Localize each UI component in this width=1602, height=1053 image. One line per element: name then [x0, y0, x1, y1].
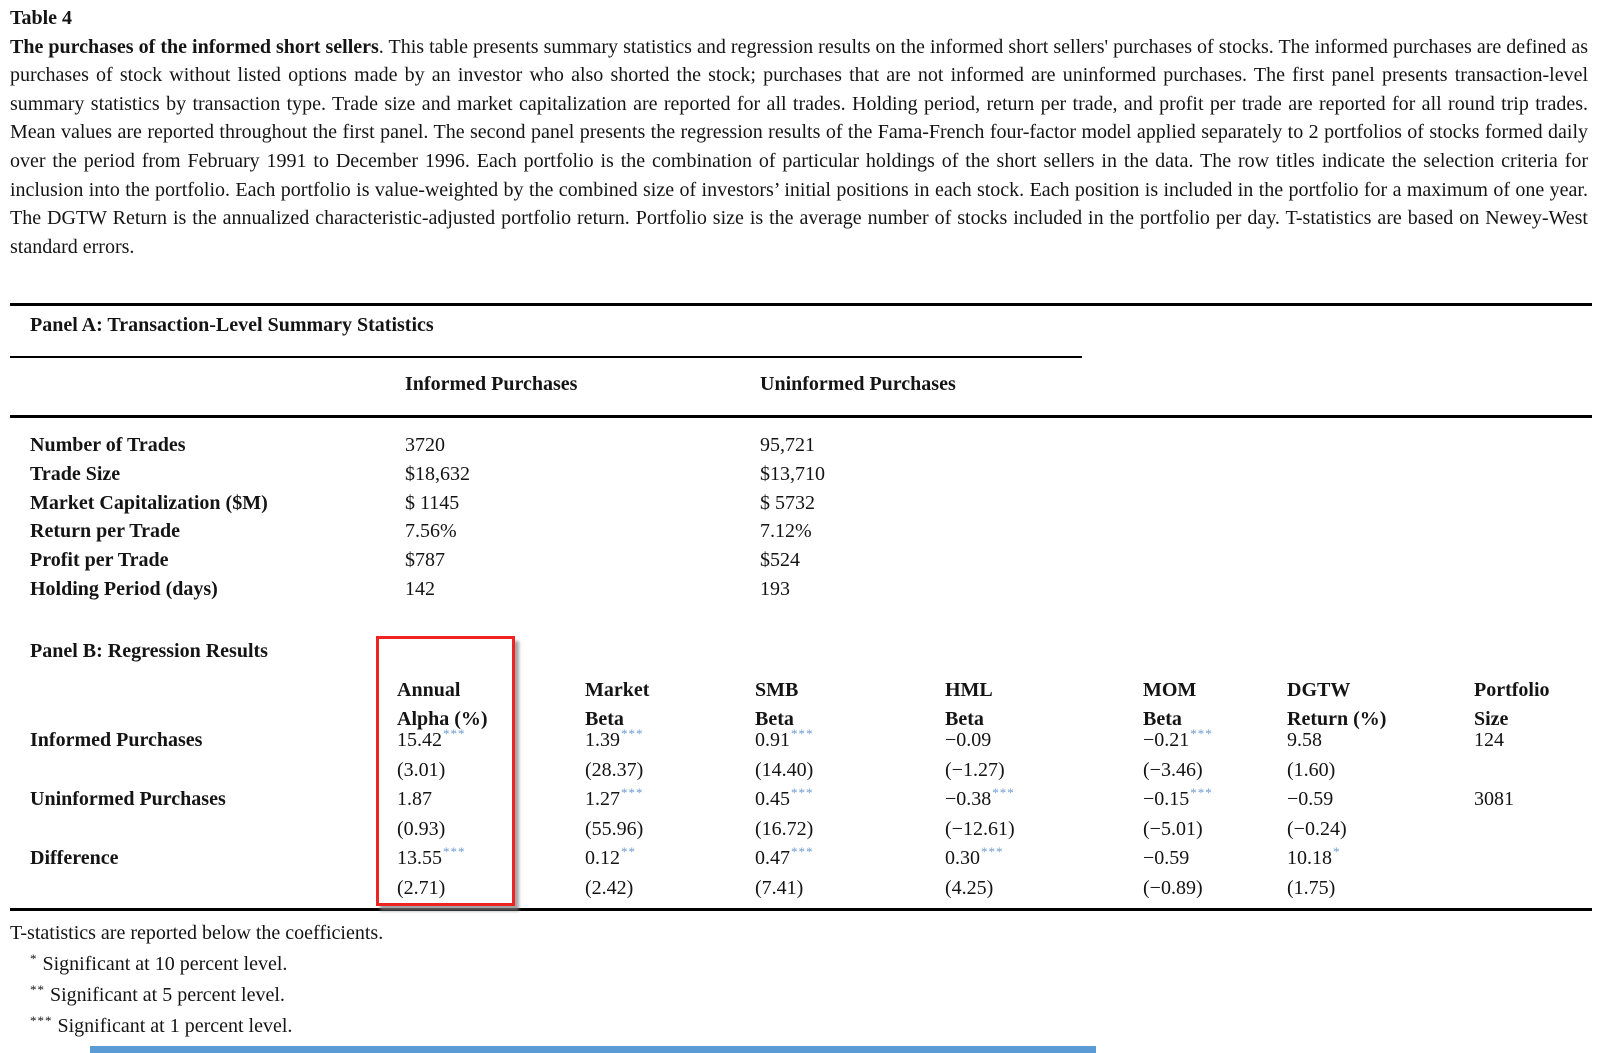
coef-row [30, 785, 1592, 815]
coef-value: 13.55 [397, 847, 442, 869]
row-label: Difference [30, 847, 119, 869]
tstat-note: T-statistics are reported below the coefficients. [10, 922, 384, 944]
column-header [1474, 676, 1592, 733]
uninformed-value-cell: 193 [760, 577, 790, 600]
significance-stars: *** [791, 844, 814, 859]
coef-value: 15.42 [397, 729, 442, 751]
coef-row [30, 726, 1592, 756]
legend-stars: ** [30, 981, 45, 997]
legend-item [30, 1012, 292, 1043]
tstat-cell: (1.60) [1287, 759, 1336, 781]
significance-stars: *** [443, 726, 466, 741]
panel-b-body [30, 726, 1592, 903]
panel-a-header-row [30, 373, 1592, 396]
coef-cell [1143, 726, 1287, 756]
coef-cell [945, 844, 1143, 874]
significance-stars: *** [443, 844, 466, 859]
empty-header-cell [30, 373, 405, 396]
tstat-cell: (1.75) [1287, 877, 1336, 899]
uninformed-purchases-header: Uninformed Purchases [760, 373, 956, 395]
coef-cell [585, 785, 755, 815]
column-header-line2: Beta [585, 707, 624, 730]
column-header [585, 676, 755, 733]
column-header [1143, 676, 1287, 733]
legend-item [30, 981, 292, 1012]
table-number: Table 4 [10, 7, 73, 29]
significance-stars: *** [981, 844, 1004, 859]
tstat-cell: (−12.61) [945, 818, 1015, 840]
uninformed-value-cell: $ 5732 [760, 491, 815, 514]
table-row [30, 575, 1592, 604]
tstat-cell: (0.93) [397, 818, 446, 840]
coef-cell [585, 726, 755, 756]
coef-value: 1.39 [585, 729, 620, 751]
significance-stars: *** [621, 785, 644, 800]
empty-header-cell [30, 676, 397, 733]
coef-cell [1474, 844, 1592, 874]
caption-bold-title: The purchases of the informed short sellers [10, 35, 379, 58]
column-header-line1: Portfolio [1474, 679, 1550, 701]
tstat-cell [1474, 815, 1592, 844]
table-row [30, 489, 1592, 518]
top-rule [10, 303, 1592, 306]
row-label: Return per Trade [30, 520, 180, 543]
table-row [30, 517, 1592, 546]
row-label: Number of Trades [30, 434, 186, 456]
tstat-cell: (−5.01) [1143, 818, 1203, 840]
significance-stars: *** [791, 785, 814, 800]
coef-value: 124 [1474, 729, 1504, 751]
coef-cell [1287, 726, 1474, 756]
coef-value: 1.87 [397, 788, 432, 810]
row-label: Uninformed Purchases [30, 788, 226, 810]
coef-value: 0.45 [755, 788, 790, 810]
legend-stars: *** [30, 1012, 53, 1028]
column-header-line1: Annual [397, 679, 461, 701]
coef-cell [755, 726, 945, 756]
header-rule [10, 415, 1592, 418]
column-header-line1: HML [945, 679, 993, 701]
informed-value-cell: $787 [405, 549, 445, 572]
legend-text: Significant at 10 percent level. [42, 953, 288, 975]
legend-text: Significant at 5 percent level. [50, 983, 285, 1006]
coef-cell [1287, 785, 1474, 815]
empty-cell [30, 756, 397, 785]
column-header-line1: SMB [755, 679, 799, 701]
coef-value: 1.27 [585, 788, 620, 810]
tstat-cell: (3.01) [397, 759, 446, 781]
tstat-row [30, 756, 1592, 785]
coef-value: −0.59 [1143, 847, 1190, 869]
column-header-line2: Beta [755, 707, 794, 730]
panel-a-title: Panel A: Transaction-Level Summary Statistics [30, 314, 434, 336]
uninformed-value-cell: 7.12% [760, 520, 812, 543]
informed-purchases-header: Informed Purchases [405, 373, 578, 395]
legend-item [30, 950, 292, 981]
tstat-row [30, 815, 1592, 844]
row-label: Profit per Trade [30, 549, 169, 572]
table-row [30, 460, 1592, 489]
panel-a-body [30, 431, 1592, 604]
tstat-cell: (16.72) [755, 818, 814, 840]
coef-cell [755, 785, 945, 815]
column-header [1287, 676, 1474, 733]
panel-b-header-row [30, 676, 1592, 733]
column-header [945, 676, 1143, 733]
tstat-cell: (−0.24) [1287, 818, 1347, 840]
table-row [30, 431, 1592, 460]
empty-cell [30, 815, 397, 844]
column-header-line1: Market [585, 679, 650, 701]
caption-text: . This table presents summary statistics and regression results on the informed short sellers' purchases of stocks. The informed purchases are defined as purchases of stock without listed options made by an investor who also shorted the stock; purchases that are not informed are uninformed purchases. The first panel presents transaction-level summary statistics by transaction type. Trade size and market capitalization are reported for all trades. Holding period, return per trade, and profit per trade are reported for all round trip trades. Mean values are reported throughout the first panel. The second panel presents the regression results of the Fama-French four-factor model applied separately to 2 portfolios of stocks formed daily over the period from February 1991 to December 1996. Each portfolio is the combination of particular holdings of the short sellers in the data. The row titles indicate the selection criteria for inclusion into the portfolio. Each portfolio is value-weighted by the combined size of investors’ initial positions in each stock. Each position is included in the portfolio for a maximum of one year. The DGTW Return is the annualized characteristic-adjusted portfolio return. Portfolio size is the average number of stocks included in the portfolio per day. T-statistics are based on Newey-West standard errors. [10, 35, 1588, 258]
tstat-cell [1474, 874, 1592, 903]
column-header-line1: MOM [1143, 679, 1197, 701]
tstat-cell: (14.40) [755, 759, 814, 781]
coef-value: 0.12 [585, 847, 620, 869]
coef-value: −0.38 [945, 788, 992, 810]
coef-cell [1474, 785, 1592, 815]
significance-stars: ** [621, 844, 636, 859]
column-header-line2: Alpha (%) [397, 707, 488, 730]
tstat-cell: (−0.89) [1143, 877, 1203, 899]
coef-cell [1474, 726, 1592, 756]
uninformed-value-cell: $13,710 [760, 462, 825, 485]
column-header-line2: Size [1474, 707, 1509, 730]
table-row [30, 546, 1592, 575]
coef-value: 0.47 [755, 847, 790, 869]
informed-value-cell: $ 1145 [405, 491, 460, 514]
significance-stars: *** [992, 785, 1015, 800]
coef-value: −0.15 [1143, 788, 1190, 810]
informed-value-cell: 142 [405, 577, 435, 600]
coef-value: −0.09 [945, 729, 992, 751]
selection-highlight-bar [90, 1046, 1096, 1053]
panel-a-rule [10, 356, 1082, 358]
tstat-cell: (2.71) [397, 877, 446, 899]
tstat-cell: (28.37) [585, 759, 644, 781]
column-header [755, 676, 945, 733]
legend-text: Significant at 1 percent level. [57, 1014, 293, 1037]
coef-value: 3081 [1474, 788, 1514, 810]
coef-cell [945, 726, 1143, 756]
row-label: Informed Purchases [30, 729, 203, 751]
legend-stars: * [30, 951, 38, 966]
coef-value: 10.18 [1287, 847, 1332, 869]
tstat-cell: (55.96) [585, 818, 644, 840]
uninformed-value-cell: 95,721 [760, 434, 815, 456]
coef-value: −0.59 [1287, 788, 1334, 810]
informed-value-cell: $18,632 [405, 462, 470, 485]
tstat-cell: (2.42) [585, 877, 634, 899]
row-label: Trade Size [30, 462, 121, 485]
tstat-cell: (−3.46) [1143, 759, 1203, 781]
tstat-cell: (4.25) [945, 877, 994, 899]
coef-value: −0.21 [1143, 729, 1190, 751]
significance-stars: *** [1190, 726, 1213, 741]
table-caption [10, 4, 1588, 261]
significance-legend [30, 950, 292, 1042]
column-header-line2: Return (%) [1287, 707, 1387, 730]
empty-cell [30, 874, 397, 903]
row-label: Market Capitalization ($M) [30, 491, 268, 514]
column-header-line2: Beta [1143, 707, 1182, 730]
coef-cell [945, 785, 1143, 815]
column-header-line2: Beta [945, 707, 984, 730]
informed-value-cell: 7.56% [405, 520, 457, 543]
coef-row [30, 844, 1592, 874]
panel-b-title: Panel B: Regression Results [30, 640, 268, 662]
bottom-rule [10, 908, 1592, 911]
uninformed-value-cell: $524 [760, 549, 800, 572]
column-header-line1: DGTW [1287, 679, 1351, 701]
coef-cell [1143, 844, 1287, 874]
tstat-row [30, 874, 1592, 903]
significance-stars: * [1333, 844, 1341, 859]
coef-value: 0.30 [945, 847, 980, 869]
coef-cell [755, 844, 945, 874]
tstat-cell [1474, 756, 1592, 785]
tstat-cell: (7.41) [755, 877, 804, 899]
coef-value: 9.58 [1287, 729, 1322, 751]
annotation-red-box [376, 636, 515, 906]
significance-stars: *** [791, 726, 814, 741]
informed-value-cell: 3720 [405, 434, 445, 456]
coef-cell [1143, 785, 1287, 815]
tstat-cell: (−1.27) [945, 759, 1005, 781]
coef-value: 0.91 [755, 729, 790, 751]
significance-stars: *** [621, 726, 644, 741]
coef-cell [585, 844, 755, 874]
significance-stars: *** [1190, 785, 1213, 800]
row-label: Holding Period (days) [30, 577, 218, 600]
coef-cell [1287, 844, 1474, 874]
